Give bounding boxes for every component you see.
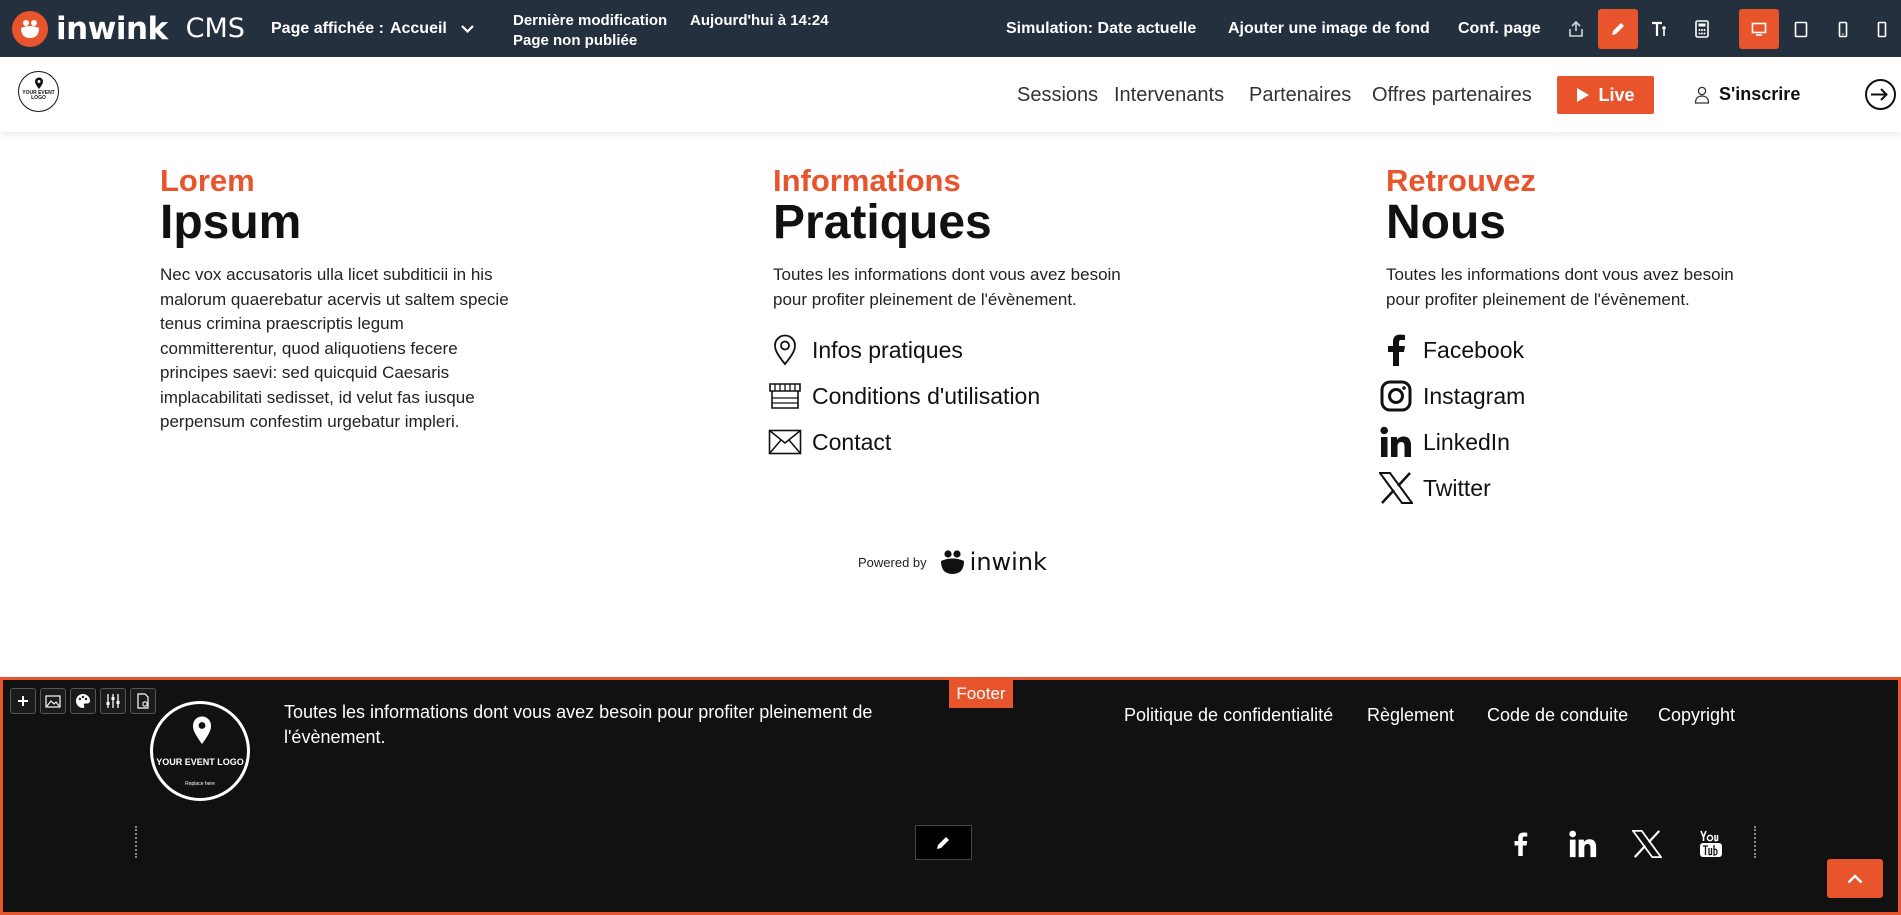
youtube-icon[interactable] [1693, 826, 1729, 862]
link-contact[interactable] [767, 424, 891, 460]
footer-edit-tools [10, 688, 160, 714]
cms-logo[interactable] [12, 11, 245, 47]
footer-description: Toutes les informations dont vous avez besoin pour profiter pleinement de l'évènement. [284, 702, 873, 747]
linkedin-icon[interactable] [1565, 826, 1601, 862]
nav-offres-partenaires[interactable]: Offres partenaires [1372, 84, 1532, 106]
nav-sessions[interactable]: Sessions [1017, 84, 1099, 106]
column-kicker: Lorem [160, 163, 255, 198]
pencil-icon[interactable] [1598, 9, 1638, 49]
nav-intervenants[interactable]: Intervenants [1114, 84, 1225, 106]
footer-divider-left [135, 826, 137, 858]
document-settings-icon[interactable] [130, 688, 156, 714]
column-kicker: Retrouvez [1386, 163, 1536, 198]
signup-label: S'inscrire [1719, 84, 1801, 104]
chevron-up-icon [1847, 874, 1863, 884]
site-logo-text: YOUR EVENT LOGO [22, 90, 55, 101]
add-background-image-button[interactable]: Ajouter une image de fond [1228, 20, 1430, 37]
link-label: Instagram [1423, 382, 1526, 409]
mobile-view-icon[interactable] [1823, 9, 1863, 49]
inwink-logo-icon [939, 549, 966, 576]
column-description: Toutes les informations dont vous avez besoin pour profiter pleinement de l'évènement. [1386, 265, 1734, 309]
column-description: Toutes les informations dont vous avez besoin pour profiter pleinement de l'évènement. [773, 265, 1121, 309]
palette-icon[interactable] [70, 688, 96, 714]
footer-section-tag: Footer [949, 679, 1013, 708]
sliders-icon[interactable] [100, 688, 126, 714]
footer-edit-button[interactable] [915, 825, 972, 860]
facebook-icon [1378, 332, 1414, 368]
inwink-logo-icon [12, 11, 48, 47]
live-label: Live [1598, 84, 1635, 105]
column-retrouvez [1386, 163, 1746, 312]
user-icon [1694, 86, 1710, 104]
envelope-icon [767, 424, 803, 460]
last-modified [513, 11, 829, 51]
calculator-icon[interactable] [1682, 9, 1722, 49]
map-pin-icon [767, 332, 803, 368]
link-label: LinkedIn [1423, 428, 1510, 455]
site-logo[interactable] [18, 71, 59, 112]
x-twitter-icon[interactable] [1629, 826, 1665, 862]
column-lorem [160, 163, 520, 435]
page-selector-label: Page affichée : [271, 20, 384, 37]
back-to-top-button[interactable] [1827, 859, 1883, 898]
chevron-down-icon [461, 25, 474, 33]
nav-partenaires[interactable]: Partenaires [1249, 84, 1352, 106]
footer-link-rules[interactable]: Règlement [1367, 705, 1455, 725]
powered-by-brand: inwink [969, 548, 1047, 576]
footer-divider-right [1754, 826, 1756, 858]
last-modified-time: Aujourd'hui à 14:24 [690, 12, 829, 29]
image-icon[interactable] [40, 688, 66, 714]
cms-brand: inwink [56, 11, 168, 47]
share-icon[interactable] [1556, 9, 1596, 49]
simulation-date-button[interactable]: Simulation: Date actuelle [1006, 20, 1197, 37]
link-facebook[interactable] [1378, 332, 1524, 368]
map-pin-icon [34, 77, 44, 90]
device-view-icon[interactable] [1862, 9, 1901, 49]
add-icon[interactable] [10, 688, 36, 714]
footer-link-privacy[interactable]: Politique de confidentialité [1124, 705, 1334, 725]
live-button[interactable] [1557, 76, 1654, 114]
column-heading: Nous [1386, 196, 1506, 249]
footer-logo-title: YOUR EVENT LOGO [156, 757, 244, 767]
storefront-icon [767, 378, 803, 414]
page-selector[interactable] [271, 20, 474, 38]
map-pin-icon [191, 715, 213, 745]
site-header [0, 57, 1901, 132]
link-instagram[interactable] [1378, 378, 1525, 414]
footer-logo[interactable] [150, 701, 250, 801]
column-heading: Ipsum [160, 196, 302, 249]
play-icon [1576, 87, 1590, 103]
column-description: Nec vox accusatoris ulla licet subditicii in his malorum quaerebatur acervis ut saltem specie tenus crimina praescriptis legum committerentur, quod aliquotiens fecere principes saevi: sed quicquid Caesaris implacabilitati sedisset, id velut fas iusque perpensum confestim urgebatur impleri. [160, 265, 509, 431]
page-config-button[interactable]: Conf. page [1458, 20, 1541, 37]
instagram-icon [1378, 378, 1414, 414]
powered-by[interactable] [858, 548, 1047, 576]
footer-link-code-of-conduct[interactable]: Code de conduite [1487, 705, 1629, 725]
cms-toolbar [0, 0, 1901, 57]
login-icon[interactable] [1864, 78, 1897, 116]
column-heading: Pratiques [773, 196, 992, 249]
column-kicker: Informations [773, 163, 961, 198]
link-label: Twitter [1423, 474, 1491, 501]
text-format-icon[interactable] [1640, 9, 1680, 49]
link-linkedin[interactable] [1378, 424, 1510, 460]
cms-product: CMS [185, 13, 245, 44]
page-selector-value: Accueil [389, 20, 447, 37]
powered-by-label: Powered by [858, 554, 927, 570]
footer-logo-subtitle: Replace here [185, 781, 215, 787]
tablet-view-icon[interactable] [1781, 9, 1821, 49]
column-informations [773, 163, 1133, 312]
link-conditions[interactable] [767, 378, 1040, 414]
link-label: Infos pratiques [812, 336, 963, 363]
pencil-icon [935, 834, 952, 851]
link-twitter[interactable] [1378, 470, 1491, 506]
desktop-view-icon[interactable] [1739, 9, 1779, 49]
publish-status: Page non publiée [513, 32, 638, 49]
link-label: Facebook [1423, 336, 1525, 363]
link-label: Conditions d'utilisation [812, 382, 1041, 409]
link-infos-pratiques[interactable] [767, 332, 963, 368]
signup-link[interactable] [1694, 84, 1800, 105]
linkedin-icon [1378, 424, 1414, 460]
footer-link-copyright[interactable]: Copyright [1658, 705, 1736, 725]
link-label: Contact [812, 428, 892, 455]
last-modified-label: Dernière modification [513, 12, 668, 29]
facebook-icon[interactable] [1502, 826, 1538, 862]
x-twitter-icon [1378, 470, 1414, 506]
